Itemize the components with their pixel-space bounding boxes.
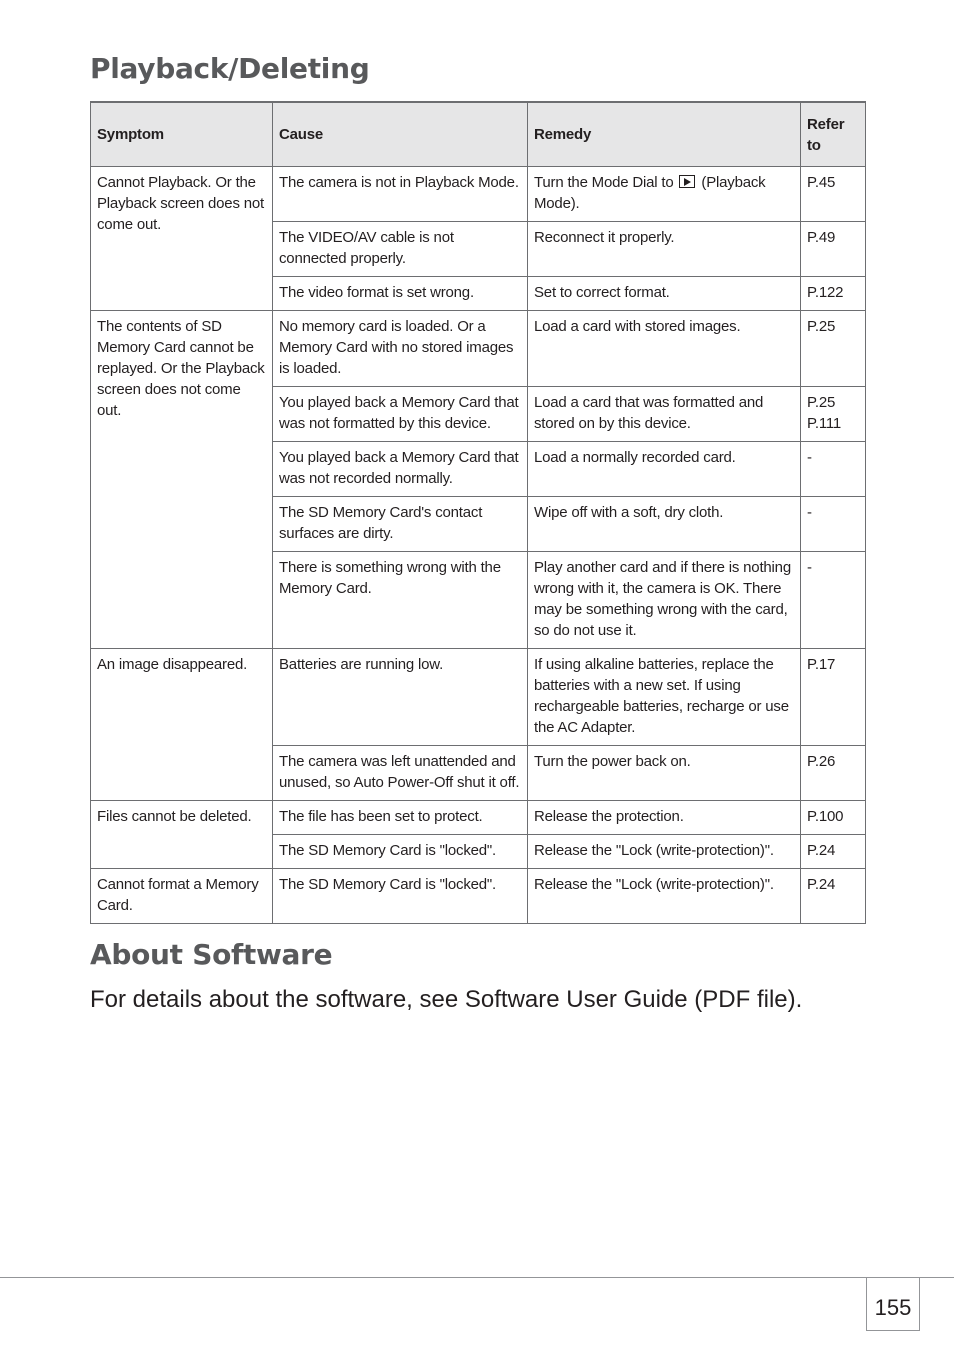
symptom-cell: Cannot format a Memory Card. — [91, 869, 273, 924]
remedy-cell: Release the "Lock (write-protection)". — [528, 835, 801, 869]
remedy-text: Turn the Mode Dial to — [534, 174, 674, 191]
remedy-cell: Reconnect it properly. — [528, 222, 801, 277]
page-number: 155 — [866, 1277, 920, 1331]
header-symptom: Symptom — [91, 102, 273, 167]
remedy-cell — [528, 167, 801, 222]
refer-cell: P.25 P.111 — [801, 387, 866, 442]
cause-cell: There is something wrong with the Memory Card. — [273, 552, 528, 649]
refer-cell: P.45 — [801, 167, 866, 222]
refer-cell: P.17 — [801, 649, 866, 746]
table-header-row — [91, 102, 866, 167]
refer-cell: P.49 — [801, 222, 866, 277]
remedy-cell: Set to correct format. — [528, 277, 801, 311]
cause-cell: The camera is not in Playback Mode. — [273, 167, 528, 222]
refer-cell: P.26 — [801, 746, 866, 801]
table-row — [91, 649, 866, 746]
section-title-about-software: About Software — [90, 938, 333, 971]
cause-cell: The camera was left unattended and unused, so Auto Power-Off shut it off. — [273, 746, 528, 801]
cause-cell: The SD Memory Card's contact surfaces are dirty. — [273, 497, 528, 552]
playback-mode-icon — [679, 175, 695, 188]
symptom-cell: Cannot Playback. Or the Playback screen does not come out. — [91, 167, 273, 311]
remedy-cell: Release the "Lock (write-protection)". — [528, 869, 801, 924]
remedy-cell: Load a normally recorded card. — [528, 442, 801, 497]
symptom-cell: Files cannot be deleted. — [91, 801, 273, 869]
cause-cell: Batteries are running low. — [273, 649, 528, 746]
header-refer-to: Refer to — [801, 102, 866, 167]
section-title-playback-deleting: Playback/Deleting — [90, 52, 370, 85]
remedy-text: (Playback Mode). — [534, 174, 766, 212]
header-remedy: Remedy — [528, 102, 801, 167]
cause-cell: The VIDEO/AV cable is not connected properly. — [273, 222, 528, 277]
refer-cell: P.24 — [801, 869, 866, 924]
cause-cell: You played back a Memory Card that was not formatted by this device. — [273, 387, 528, 442]
footer-rule — [0, 1277, 954, 1278]
table-row — [91, 167, 866, 222]
cause-cell: The file has been set to protect. — [273, 801, 528, 835]
software-guide-paragraph: For details about the software, see Software User Guide (PDF file). — [90, 986, 803, 1013]
remedy-cell: Load a card that was formatted and stored on by this device. — [528, 387, 801, 442]
cause-cell: The SD Memory Card is "locked". — [273, 835, 528, 869]
refer-cell: - — [801, 552, 866, 649]
cause-cell: No memory card is loaded. Or a Memory Card with no stored images is loaded. — [273, 311, 528, 387]
cause-cell: You played back a Memory Card that was not recorded normally. — [273, 442, 528, 497]
refer-cell: P.122 — [801, 277, 866, 311]
table-row — [91, 869, 866, 924]
refer-cell: P.24 — [801, 835, 866, 869]
table-row — [91, 801, 866, 835]
cause-cell: The SD Memory Card is "locked". — [273, 869, 528, 924]
refer-cell: P.25 — [801, 311, 866, 387]
remedy-cell: Turn the power back on. — [528, 746, 801, 801]
remedy-cell: If using alkaline batteries, replace the batteries with a new set. If using rechargeable batteries, recharge or use the AC Adapter. — [528, 649, 801, 746]
cause-cell: The video format is set wrong. — [273, 277, 528, 311]
remedy-cell: Load a card with stored images. — [528, 311, 801, 387]
refer-cell: - — [801, 442, 866, 497]
header-cause: Cause — [273, 102, 528, 167]
symptom-cell: An image disappeared. — [91, 649, 273, 801]
remedy-cell: Play another card and if there is nothing wrong with it, the camera is OK. There may be something wrong with the card, so do not use it. — [528, 552, 801, 649]
remedy-cell: Release the protection. — [528, 801, 801, 835]
table-row — [91, 311, 866, 387]
remedy-cell: Wipe off with a soft, dry cloth. — [528, 497, 801, 552]
symptom-cell: The contents of SD Memory Card cannot be replayed. Or the Playback screen does not come out. — [91, 311, 273, 649]
troubleshooting-table — [90, 101, 866, 924]
refer-cell: - — [801, 497, 866, 552]
refer-cell: P.100 — [801, 801, 866, 835]
